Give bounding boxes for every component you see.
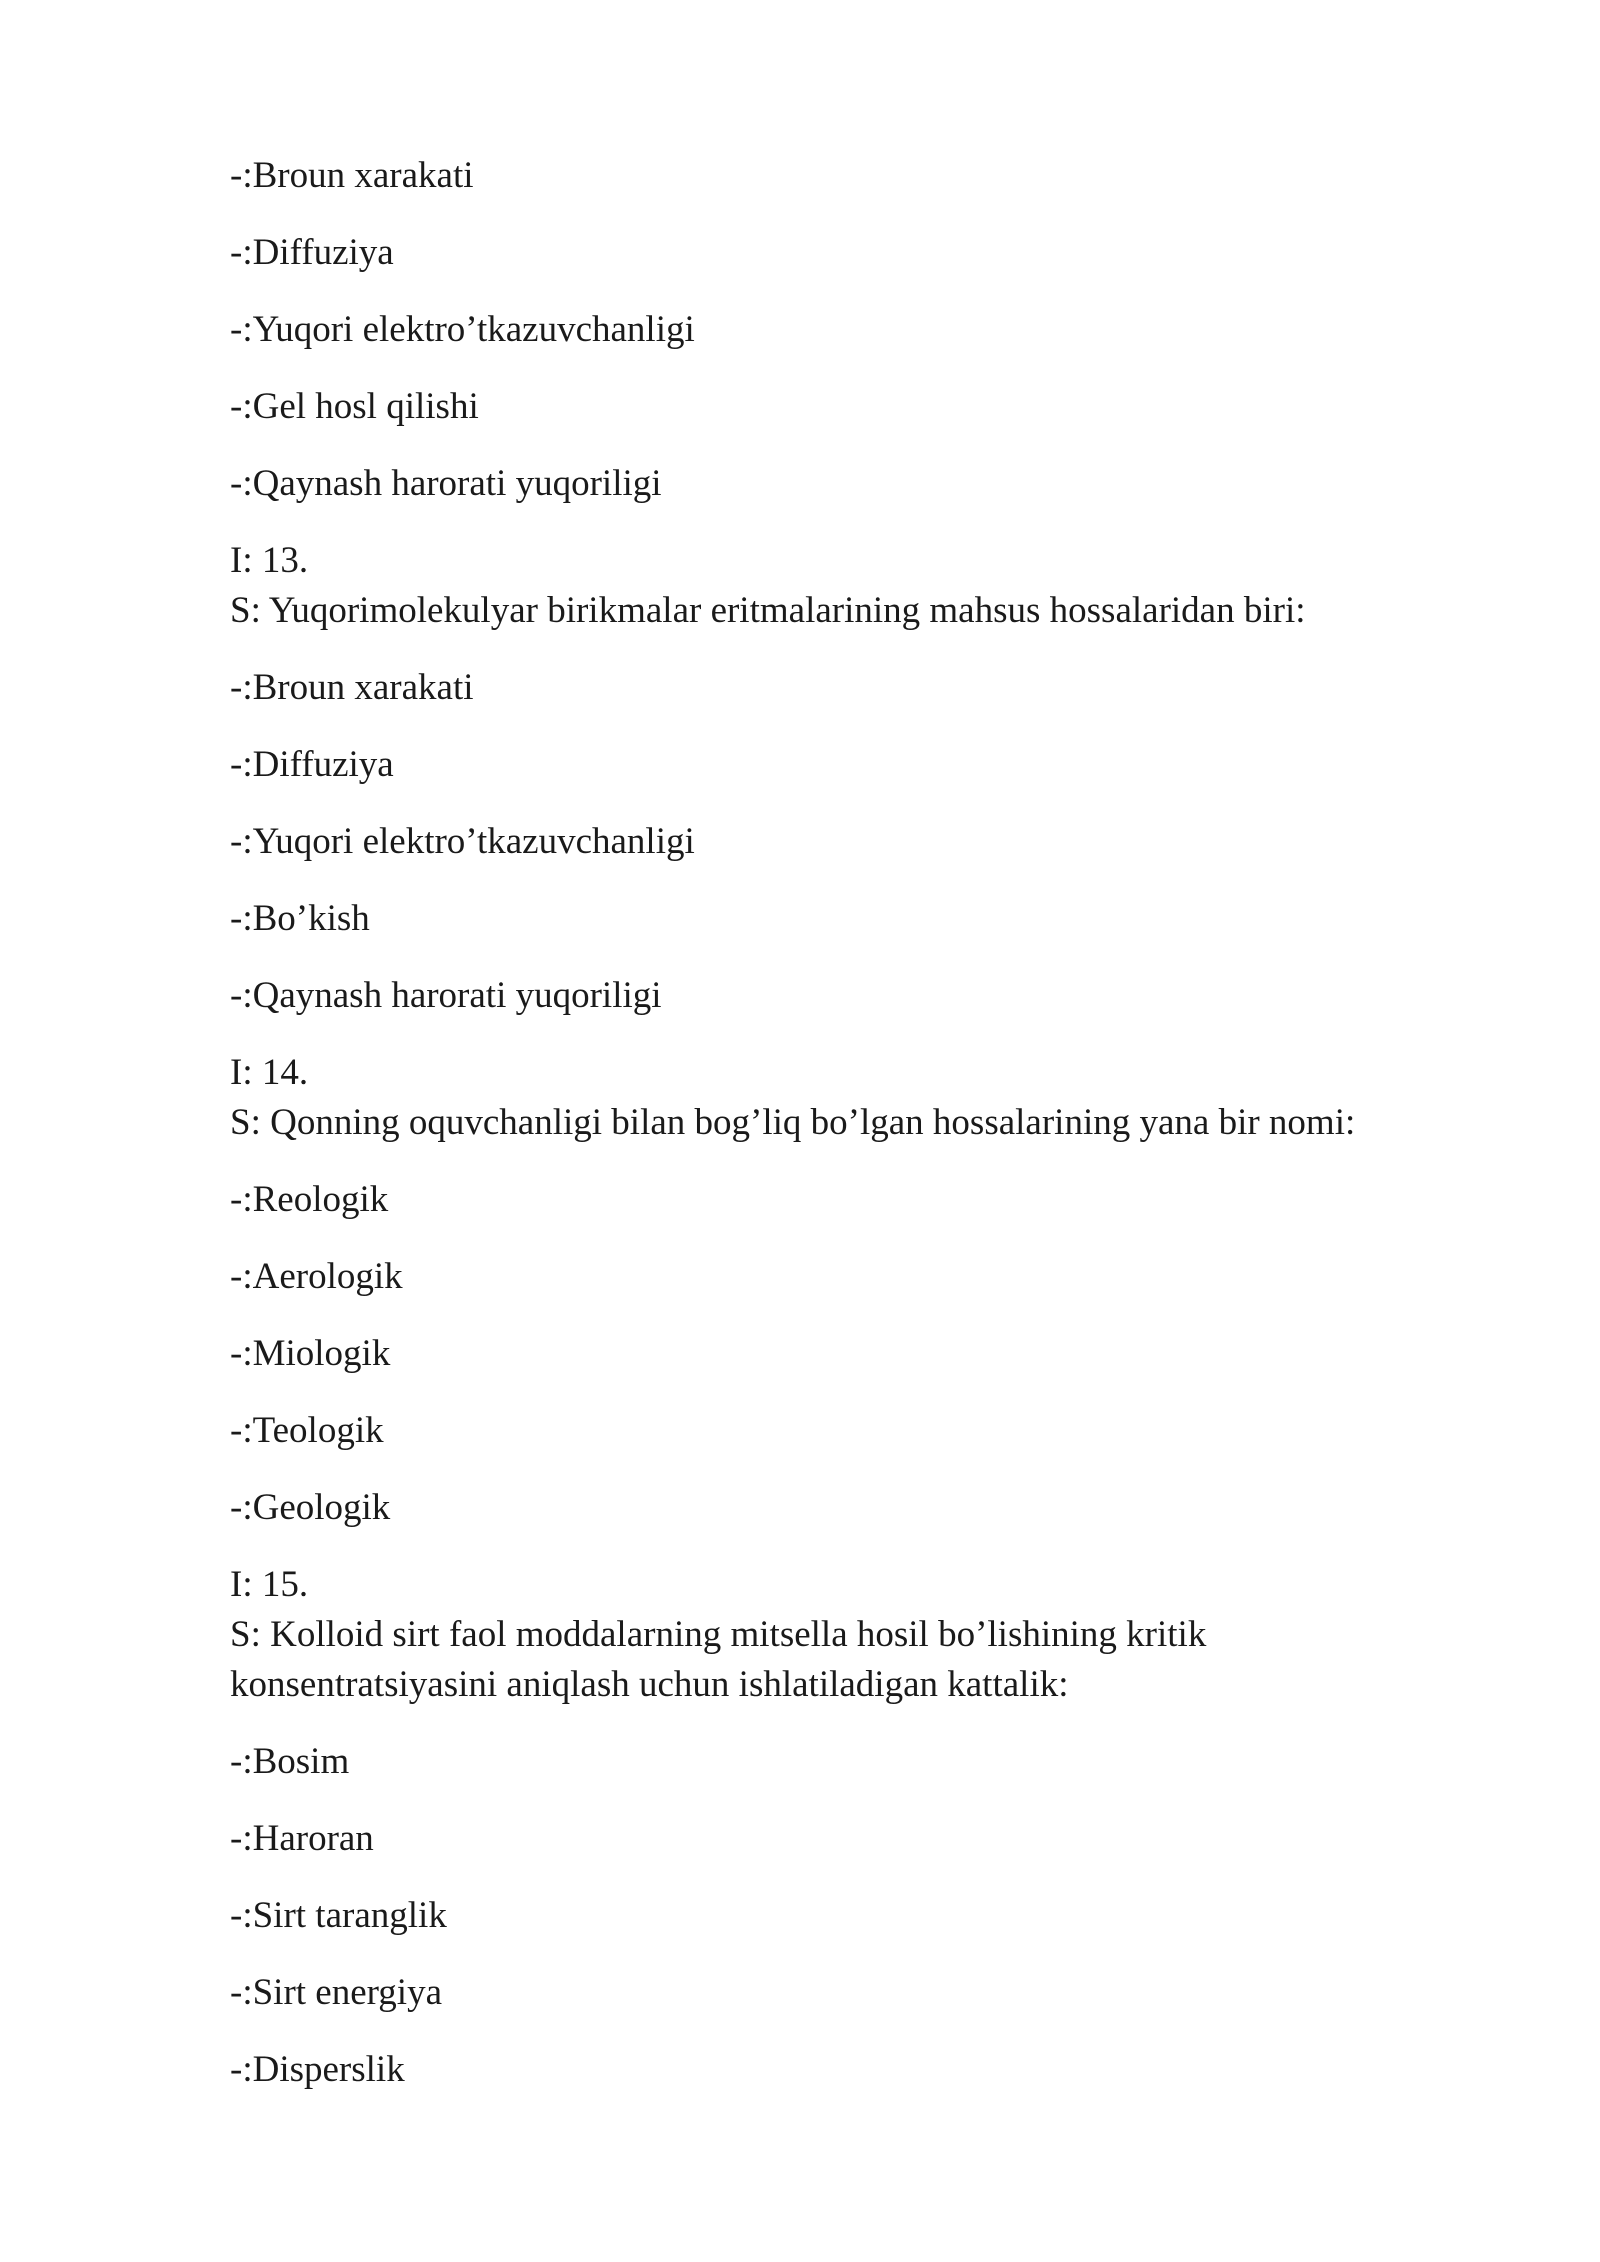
question-number: I: 14. — [230, 1052, 309, 1093]
question-number: I: 15. — [230, 1564, 309, 1605]
answer-option: -:Yuqori elektro’tkazuvchanligi — [230, 821, 695, 862]
answer-option: -:Miologik — [230, 1333, 391, 1374]
answer-option: -:Qaynash harorati yuqoriligi — [230, 463, 662, 504]
answer-option: -:Teologik — [230, 1410, 384, 1451]
answer-option: -:Yuqori elektro’tkazuvchanligi — [230, 309, 695, 350]
answer-option: -:Broun xarakati — [230, 155, 474, 196]
question-text: S: Kolloid sirt faol moddalarning mitsella hosil bo’lishining kritik — [230, 1614, 1207, 1655]
answer-option: -:Diffuziya — [230, 232, 394, 273]
answer-option: -:Bo’kish — [230, 898, 370, 939]
answer-option: -:Broun xarakati — [230, 667, 474, 708]
answer-option: -:Diffuziya — [230, 744, 394, 785]
question-text: S: Yuqorimolekulyar birikmalar eritmalarining mahsus hossalaridan biri: — [230, 590, 1306, 631]
answer-option: -:Haroran — [230, 1818, 374, 1859]
answer-option: -:Bosim — [230, 1741, 350, 1782]
answer-option: -:Sirt taranglik — [230, 1895, 447, 1936]
answer-option: -:Gel hosl qilishi — [230, 386, 479, 427]
answer-option: -:Geologik — [230, 1487, 391, 1528]
question-text: S: Qonning oquvchanligi bilan bog’liq bo’lgan hossalarining yana bir nomi: — [230, 1102, 1356, 1143]
question-text: konsentratsiyasini aniqlash uchun ishlatiladigan kattalik: — [230, 1664, 1069, 1705]
answer-option: -:Disperslik — [230, 2049, 405, 2090]
answer-option: -:Reologik — [230, 1179, 389, 1220]
answer-option: -:Sirt energiya — [230, 1972, 443, 2013]
question-number: I: 13. — [230, 540, 309, 581]
answer-option: -:Aerologik — [230, 1256, 403, 1297]
answer-option: -:Qaynash harorati yuqoriligi — [230, 975, 662, 1016]
